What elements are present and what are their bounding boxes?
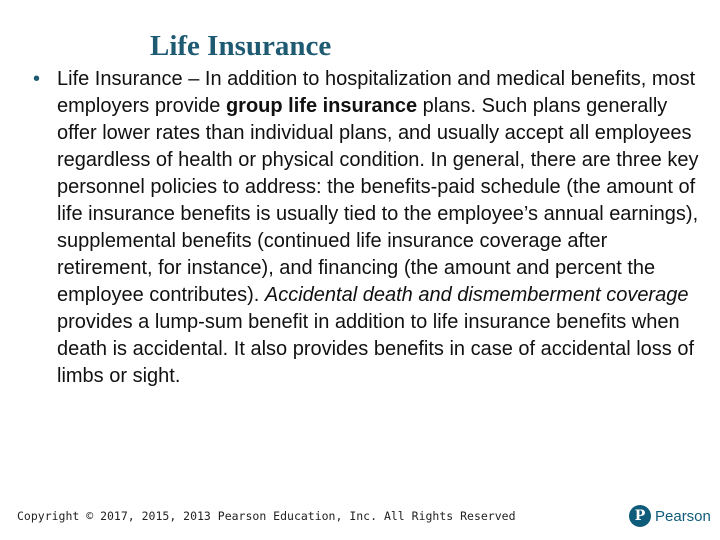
lead-dash: – <box>182 68 205 90</box>
pearson-logo <box>629 505 711 527</box>
body-text-part-1: In addition to hospitalization and medical benefits, most employers provide <box>57 68 696 117</box>
body-text-part-2: plans. Such plans generally offer lower rates than individual plans, and usually accept all employees regardless of health or physical condition. In general, there are three key personnel policies to address: the benefits-paid schedule (the amount of life insurance benefits is usually tied to the employee’s annual earnings), supplemental benefits (continued life insurance coverage after retirement, for instance), and financing (the amount and percent the employee contributes). <box>57 95 699 306</box>
copyright-notice: Copyright © 2017, 2015, 2013 Pearson Education, Inc. All Rights Reserved <box>17 509 516 523</box>
pearson-logo-icon: P <box>629 505 651 527</box>
pearson-logo-text: Pearson <box>655 507 711 525</box>
body-text-part-3: provides a lump-sum benefit in addition to life insurance benefits when death is accidental. It also provides benefits in case of accidental loss of limbs or sight. <box>57 311 695 387</box>
bullet-marker: • <box>33 68 41 90</box>
lead-term: Life Insurance <box>57 68 183 90</box>
italic-term-accidental-death: Accidental death and dismemberment coverage <box>264 284 689 306</box>
bullet-text <box>57 66 705 390</box>
slide-title: Life Insurance <box>150 30 332 62</box>
bullet-item <box>33 66 705 390</box>
bold-term-group-life-insurance: group life insurance <box>225 95 418 117</box>
